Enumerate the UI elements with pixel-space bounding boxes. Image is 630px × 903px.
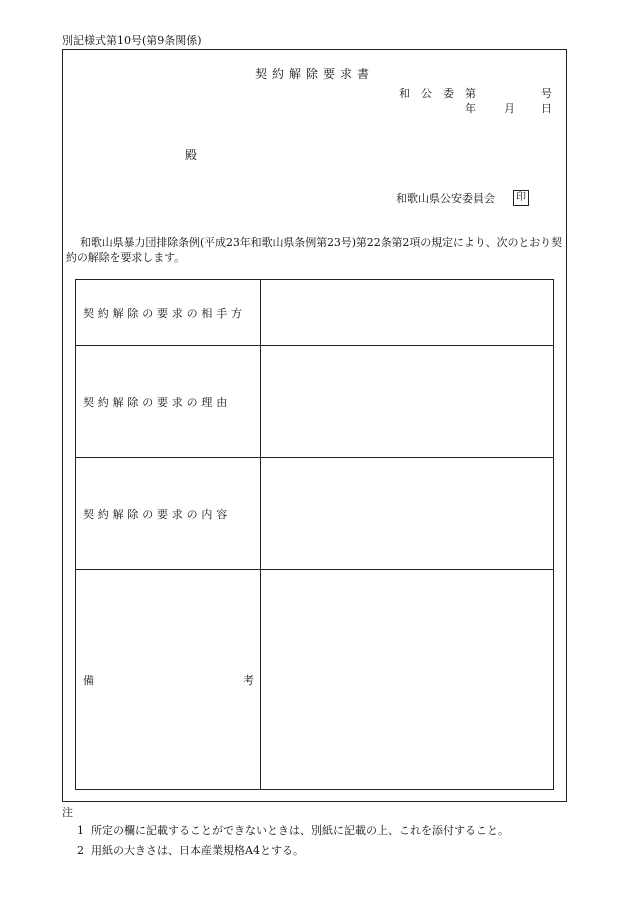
reference-suffix: 号 xyxy=(541,87,552,100)
note-item xyxy=(77,844,304,858)
addressee-suffix: 殿 xyxy=(185,148,198,162)
form-code: 別記様式第10号(第9条関係) xyxy=(62,34,202,47)
counterparty-field[interactable] xyxy=(261,280,553,345)
row-label: 契約解除の要求の相手方 xyxy=(83,306,246,320)
reference-prefix-char: 和 xyxy=(399,87,410,100)
reference-prefix-char: 公 xyxy=(421,87,432,100)
reference-number xyxy=(399,85,559,99)
table-row xyxy=(76,280,553,346)
table-row xyxy=(76,458,553,570)
content-field[interactable] xyxy=(261,458,553,569)
remarks-label-end: 考 xyxy=(243,673,254,687)
form-frame xyxy=(62,49,567,802)
reference-prefix-char: 委 xyxy=(443,87,454,100)
document-title: 契約解除要求書 xyxy=(254,67,374,81)
row-label: 契約解除の要求の内容 xyxy=(83,507,231,521)
note-item xyxy=(77,824,509,838)
date-day-label: 日 xyxy=(541,102,552,115)
seal-mark: 印 xyxy=(513,190,529,206)
notes-heading: 注 xyxy=(62,806,73,819)
remarks-label xyxy=(83,672,254,688)
issue-date xyxy=(399,100,559,114)
issuer-name: 和歌山県公安委員会 xyxy=(396,192,495,205)
note-number: 2 xyxy=(77,844,84,857)
row-label-cell xyxy=(76,280,261,345)
remarks-label-start: 備 xyxy=(83,673,94,687)
note-text: 用紙の大きさは、日本産業規格A4とする。 xyxy=(91,844,304,857)
row-label-cell xyxy=(76,346,261,457)
reason-field[interactable] xyxy=(261,346,553,457)
reference-prefix-char: 第 xyxy=(465,87,476,100)
table-row xyxy=(76,346,553,458)
body-text: 和歌山県暴力団排除条例(平成23年和歌山県条例第23号)第22条第2項の規定により、次のとおり契約の解除を要求します。 xyxy=(66,236,562,264)
row-label-cell xyxy=(76,570,261,789)
row-label: 契約解除の要求の理由 xyxy=(83,395,231,409)
note-text: 所定の欄に記載することができないときは、別紙に記載の上、これを添付すること。 xyxy=(91,824,509,837)
table-row xyxy=(76,570,553,789)
row-label-cell xyxy=(76,458,261,569)
remarks-field[interactable] xyxy=(261,570,553,789)
date-month-label: 月 xyxy=(504,102,515,115)
note-number: 1 xyxy=(77,824,84,837)
date-year-label: 年 xyxy=(465,102,476,115)
request-table xyxy=(75,279,554,790)
